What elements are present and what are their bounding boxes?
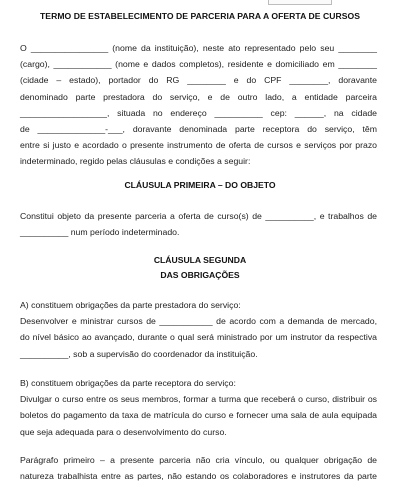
intro-line: __________________, situada no endereço __________ cep: ______, na cidade [20, 107, 377, 118]
intro-line: (cidade – estado), portador do RG ________ e do CPF ________, doravante [20, 75, 377, 86]
intro-line: O ________________ (nome da instituição), neste ato representado pelo seu ________ [20, 43, 377, 53]
clause1-line: Constitui objeto da presente parceria a oferta de curso(s) de __________, e trabalhos de [20, 211, 377, 221]
clause1-paragraph [20, 208, 377, 240]
clause1-heading [0, 178, 400, 193]
intro-line: (cargo), ____________ (nome e dados completos), residente e domiciliado em ________ [20, 59, 377, 70]
clause2b-line: boletos do pagamento da taxa de matrícula do curso e fornecer uma sala de aula equipada [20, 410, 377, 421]
header-field-box [268, 0, 332, 5]
clause2-heading-line: CLÁUSULA SEGUNDA [153, 255, 247, 265]
intro-line: denominado parte prestadora do serviço, e de outro lado, a entidade parceira [20, 91, 377, 102]
intro-line: entre si justo e acordado o presente instrumento de oferta de cursos e serviços por prazo [20, 140, 377, 151]
clause1-heading-text: CLÁUSULA PRIMEIRA – DO OBJETO [124, 180, 276, 190]
paragraph1 [20, 452, 377, 484]
clause2a-line: Desenvolver e ministrar cursos de ___________ de acordo com a demanda de mercado, [20, 316, 377, 327]
clause2a-line: __________, sob a supervisão do coordenador da instituição. [20, 348, 258, 359]
intro-line: indeterminado, regido pelas cláusulas e condições a seguir: [20, 156, 251, 167]
clause2b-paragraph [20, 375, 377, 440]
clause2a-line: A) constituem obrigações da parte prestadora do serviço: [20, 300, 241, 310]
clause2a-line: do nível básico ao avançado, durante o qual será ministrado por um instrutor da respectiva [20, 332, 377, 343]
clause2a-paragraph [20, 297, 377, 362]
intro-line: de ______________-___, doravante denominada parte receptora do serviço, têm [20, 124, 377, 135]
clause2-heading [0, 253, 400, 283]
clause2b-line: B) constituem obrigações da parte receptora do serviço: [20, 378, 236, 388]
page-bottom-fade [0, 490, 400, 500]
clause2-heading-line: DAS OBRIGAÇÕES [160, 270, 240, 280]
clause1-line: __________ num período indeterminado. [20, 227, 180, 238]
clause2b-line: Divulgar o curso entre os seus membros, formar a turma que receberá o curso, distribuir os [20, 394, 377, 405]
clause2b-line: que seja adequada para o desenvolvimento do curso. [20, 426, 227, 437]
intro-paragraph [20, 40, 377, 170]
paragraph1-line: Parágrafo primeiro – a presente parceria não cria vínculo, ou qualquer obrigação de [20, 455, 377, 465]
paragraph1-line: natureza trabalhista entre as partes, não estando os colaboradores e instrutores da parte [20, 471, 377, 482]
document-title: TERMO DE ESTABELECIMENTO DE PARCERIA PARA A OFERTA DE CURSOS [39, 11, 361, 21]
